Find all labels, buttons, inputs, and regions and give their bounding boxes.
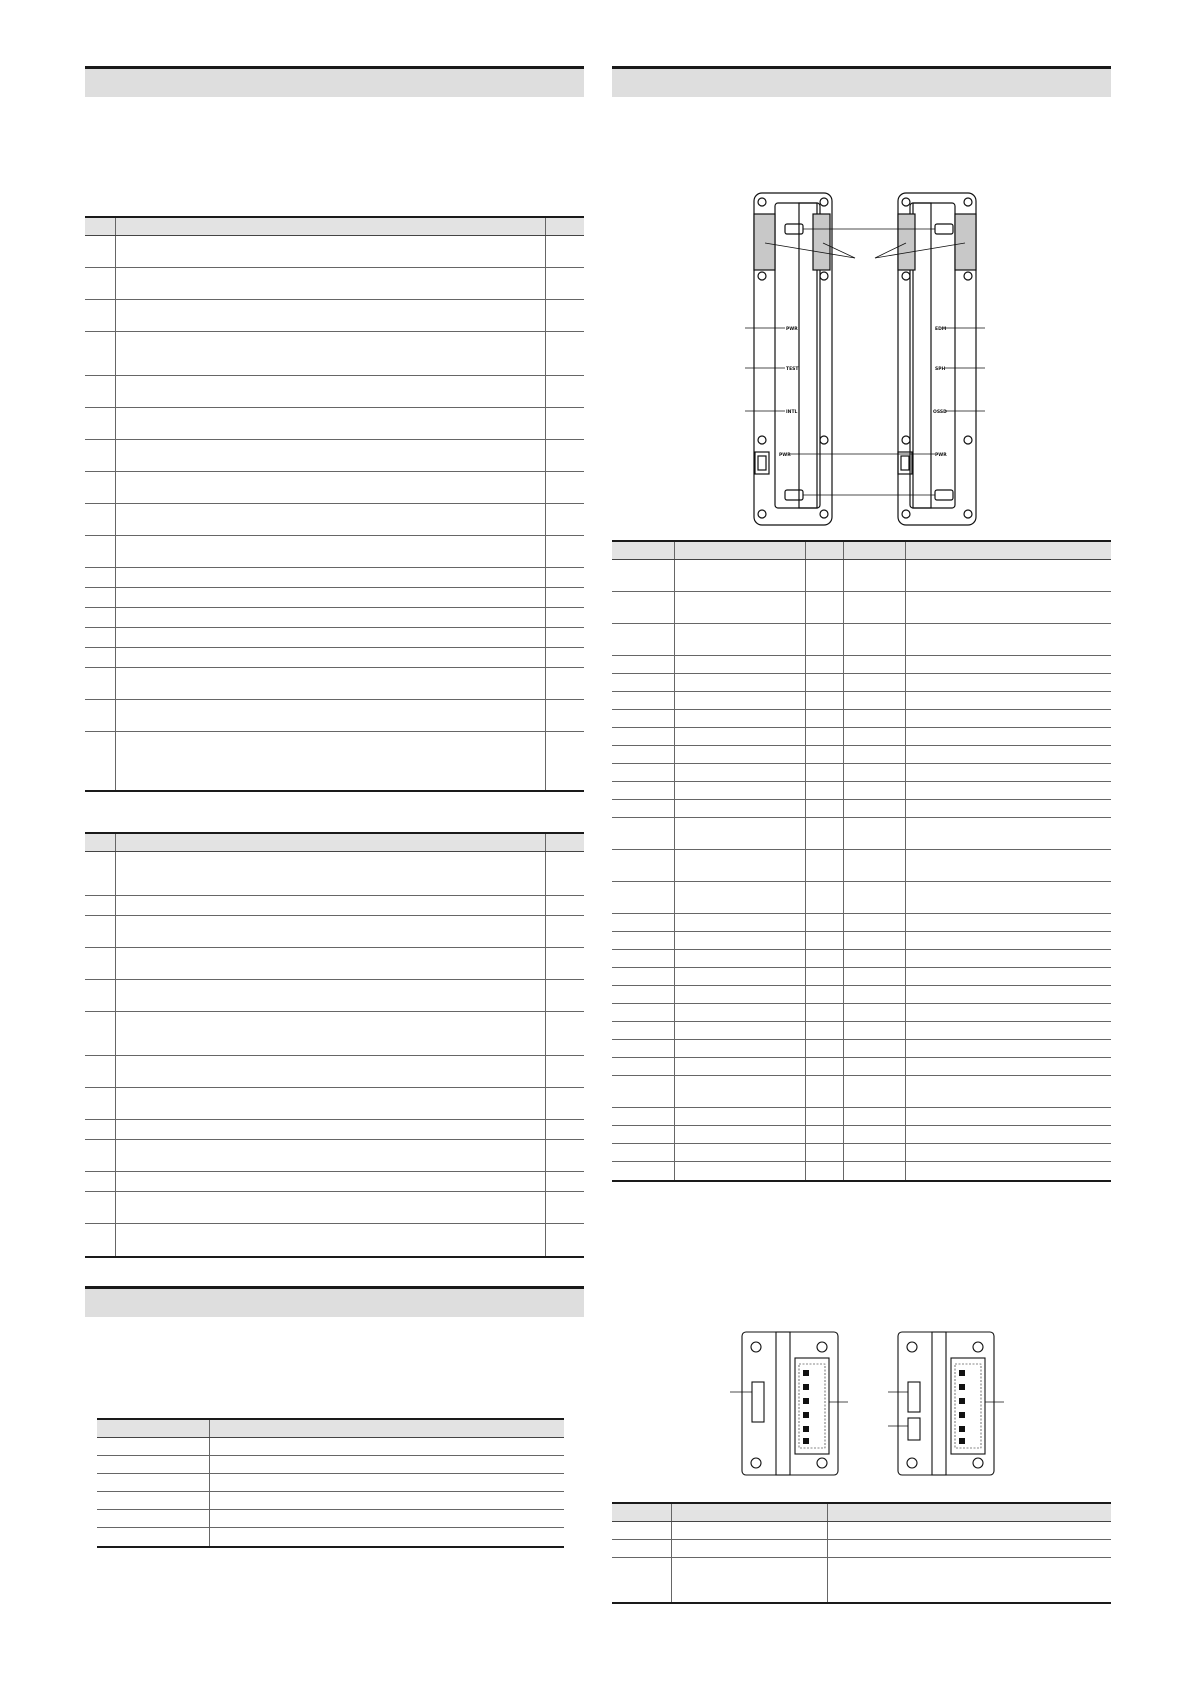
table-row bbox=[612, 1040, 1111, 1058]
table-row bbox=[85, 472, 584, 504]
table-row bbox=[612, 986, 1111, 1004]
section-header-2 bbox=[85, 1286, 584, 1317]
table-row bbox=[85, 700, 584, 732]
table-row bbox=[612, 1540, 1111, 1558]
table-row bbox=[612, 1126, 1111, 1144]
table-row bbox=[612, 710, 1111, 728]
table-row bbox=[85, 948, 584, 980]
section-header-1 bbox=[85, 66, 584, 97]
table-row bbox=[97, 1528, 564, 1546]
section-header-3 bbox=[612, 66, 1111, 97]
table-row bbox=[97, 1456, 564, 1474]
left-section-2 bbox=[85, 1286, 584, 1317]
table-row bbox=[97, 1474, 564, 1492]
table-row bbox=[612, 560, 1111, 592]
table-row bbox=[85, 1012, 584, 1056]
table-row bbox=[612, 674, 1111, 692]
table-row bbox=[85, 268, 584, 300]
table-row bbox=[612, 624, 1111, 656]
label-sph: SPH bbox=[935, 367, 946, 372]
table-row bbox=[85, 504, 584, 536]
table-row bbox=[612, 764, 1111, 782]
table-row bbox=[85, 648, 584, 668]
table-row bbox=[612, 746, 1111, 764]
label-test: TEST bbox=[786, 367, 799, 372]
table-row bbox=[612, 592, 1111, 624]
table-3 bbox=[97, 1418, 564, 1548]
table-row bbox=[612, 1162, 1111, 1180]
table-row bbox=[85, 568, 584, 588]
table-row bbox=[612, 950, 1111, 968]
table-row bbox=[612, 1058, 1111, 1076]
table-row bbox=[85, 1088, 584, 1120]
table-row bbox=[612, 782, 1111, 800]
table-row bbox=[612, 1144, 1111, 1162]
table-row bbox=[97, 1438, 564, 1456]
table-row bbox=[85, 536, 584, 568]
table-row bbox=[85, 668, 584, 700]
label-pwr-3: PWR bbox=[935, 453, 947, 458]
table-row bbox=[85, 980, 584, 1012]
table-row bbox=[85, 1224, 584, 1256]
label-pwr-2: PWR bbox=[779, 453, 791, 458]
label-edm: EDM bbox=[935, 327, 947, 332]
table-row bbox=[612, 800, 1111, 818]
table-row bbox=[85, 376, 584, 408]
table-row bbox=[612, 1076, 1111, 1108]
table-row bbox=[612, 850, 1111, 882]
table-row bbox=[612, 1558, 1111, 1602]
table-row bbox=[85, 896, 584, 916]
table-row bbox=[612, 932, 1111, 950]
table-row bbox=[85, 588, 584, 608]
table-row bbox=[85, 300, 584, 332]
table-4 bbox=[612, 540, 1111, 1182]
label-ossd: OSSD bbox=[933, 410, 947, 415]
table-row bbox=[612, 818, 1111, 850]
table-row bbox=[85, 852, 584, 896]
table-row bbox=[85, 916, 584, 948]
label-intl: INTL bbox=[786, 410, 798, 415]
table-row bbox=[85, 332, 584, 376]
table-row bbox=[85, 1192, 584, 1224]
label-pwr: PWR bbox=[786, 327, 798, 332]
table-row bbox=[85, 1140, 584, 1172]
table-row bbox=[85, 408, 584, 440]
table-row bbox=[85, 608, 584, 628]
table-row bbox=[97, 1510, 564, 1528]
table-row bbox=[612, 1004, 1111, 1022]
left-column bbox=[85, 66, 584, 97]
table-row bbox=[85, 236, 584, 268]
table-2 bbox=[85, 832, 584, 1258]
table-row bbox=[612, 1022, 1111, 1040]
table-row bbox=[612, 1108, 1111, 1126]
table-row bbox=[85, 628, 584, 648]
connector-diagram bbox=[730, 1330, 1010, 1478]
table-row bbox=[612, 656, 1111, 674]
table-row bbox=[612, 914, 1111, 932]
table-row bbox=[85, 1120, 584, 1140]
table-row bbox=[85, 440, 584, 472]
table-row bbox=[85, 1172, 584, 1192]
table-row bbox=[612, 1522, 1111, 1540]
right-column bbox=[612, 66, 1111, 97]
table-5 bbox=[612, 1502, 1111, 1604]
table-row bbox=[612, 692, 1111, 710]
table-1 bbox=[85, 216, 584, 792]
table-row bbox=[97, 1492, 564, 1510]
table-row bbox=[85, 732, 584, 790]
table-row bbox=[612, 728, 1111, 746]
table-row bbox=[612, 882, 1111, 914]
device-front-diagram bbox=[745, 188, 985, 530]
table-row bbox=[85, 1056, 584, 1088]
table-row bbox=[612, 968, 1111, 986]
